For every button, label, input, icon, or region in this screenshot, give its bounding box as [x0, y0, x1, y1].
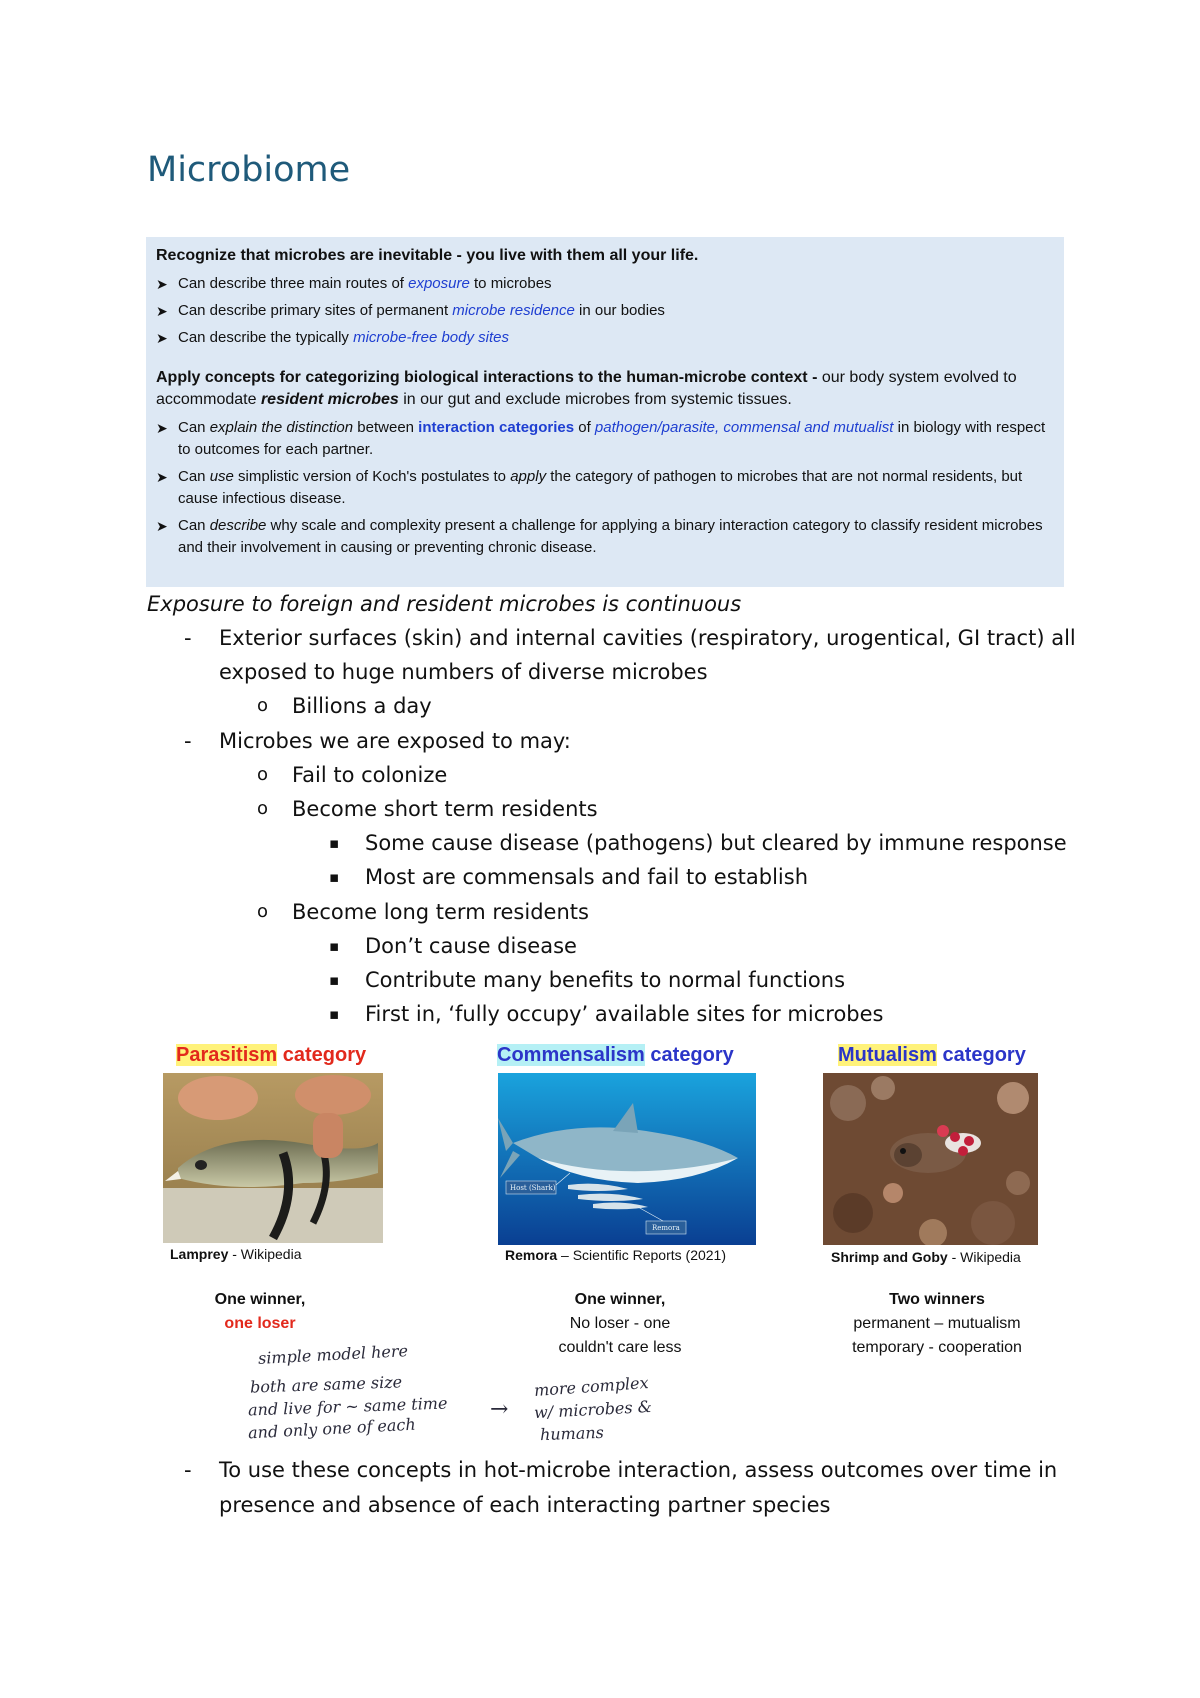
square-bullet: ▪ — [329, 834, 340, 852]
remora-caption: Remora – Scientific Reports (2021) — [505, 1247, 726, 1263]
page-title: Microbiome — [147, 150, 351, 190]
shark-remora-image — [498, 1073, 756, 1245]
handwritten-line: simple model here — [257, 1341, 409, 1368]
note-line: First in, ‘fully occupy’ available sites for microbes — [365, 1002, 884, 1026]
note-line: Become long term residents — [292, 900, 589, 924]
shrimp-goby-caption: Shrimp and Goby - Wikipedia — [831, 1249, 1021, 1265]
circle-bullet: o — [257, 764, 269, 785]
arrow-bullet-icon: ➤ — [156, 518, 168, 534]
note-line: exposed to huge numbers of diverse microbes — [219, 660, 708, 684]
arrow-bullet-icon: ➤ — [156, 420, 168, 436]
handwritten-line: humans — [539, 1422, 605, 1445]
handwritten-line: and live for ~ same time — [247, 1393, 448, 1420]
objective-item: ➤ Can use simplistic version of Koch's postulates to apply the category of pathogen to microbes that are not normal residents, but cause infectious disease. — [156, 468, 1023, 507]
remora-photo — [498, 1073, 756, 1245]
remora-label: Remora — [652, 1224, 680, 1232]
commensalism-outcome: One winner, No loser - one couldn't care less — [558, 1291, 682, 1356]
handwritten-line: w/ microbes & — [533, 1396, 653, 1423]
note-line: Don’t cause disease — [365, 934, 577, 958]
lamprey-photo — [163, 1073, 383, 1243]
objective-item: ➤ Can describe why scale and complexity present a challenge for applying a binary interaction category to classify resident microbes and their involvement in causing or preventing chronic disease. — [156, 517, 1043, 556]
note-line: Some cause disease (pathogens) but cleared by immune response — [365, 831, 1067, 855]
handwritten-line: more complex — [533, 1373, 650, 1400]
objective-item: ➤ Can describe three main routes of exposure to microbes — [156, 273, 1054, 295]
handwritten-line: both are same size — [249, 1372, 403, 1397]
square-bullet: ▪ — [329, 937, 340, 955]
shrimp-goby-image — [823, 1073, 1038, 1245]
circle-bullet: o — [257, 695, 269, 716]
note-line: Become short term residents — [292, 797, 598, 821]
arrow-bullet-icon: ➤ — [156, 330, 168, 346]
handwritten-line: and only one of each — [247, 1414, 417, 1443]
note-line: Fail to colonize — [292, 763, 448, 787]
dash-bullet: - — [184, 1458, 192, 1482]
parasitism-outcome: One winner, one loser — [214, 1291, 306, 1332]
mutualism-title: Mutualism category — [838, 1044, 1026, 1066]
note-line: Contribute many benefits to normal functions — [365, 968, 846, 992]
mutualism-outcome: Two winners permanent – mutualism temporary - cooperation — [852, 1291, 1022, 1356]
objective-heading-2: Apply concepts for categorizing biological interactions to the human-microbe context - our body system evolved to accommodate resident microbes in our gut and exclude microbes from systemic tissues. — [156, 369, 1017, 408]
objective-list-2 — [156, 417, 1054, 559]
note-line: Microbes we are exposed to may: — [219, 729, 571, 753]
square-bullet: ▪ — [329, 1005, 340, 1023]
arrow-bullet-icon: ➤ — [156, 303, 168, 319]
note-line: Exterior surfaces (skin) and internal cavities (respiratory, urogentical, GI tract) all — [219, 626, 1076, 650]
arrow-bullet-icon: ➤ — [156, 469, 168, 485]
objective-list-1 — [156, 273, 1054, 349]
parasitism-title: Parasitism category — [176, 1044, 367, 1066]
dash-bullet: - — [184, 626, 192, 650]
note-line: Billions a day — [292, 694, 432, 718]
section-heading: Exposure to foreign and resident microbes is continuous — [147, 592, 742, 616]
shrimp-goby-photo — [823, 1073, 1038, 1245]
lamprey-image — [163, 1073, 383, 1243]
learning-objectives-box — [146, 237, 1064, 587]
note-line: Most are commensals and fail to establish — [365, 865, 809, 889]
objective-item: ➤ Can describe the typically microbe-free body sites — [156, 327, 1054, 349]
objective-heading-1: Recognize that microbes are inevitable - you live with them all your life. — [156, 247, 699, 264]
note-line: presence and absence of each interacting partner species — [219, 1493, 831, 1517]
host-shark-label: Host (Shark) — [510, 1184, 556, 1192]
dash-bullet: - — [184, 729, 192, 753]
commensalism-title: Commensalism category — [497, 1044, 734, 1066]
objective-item: ➤ Can describe primary sites of permanent microbe residence in our bodies — [156, 300, 1054, 322]
note-line: To use these concepts in hot-microbe interaction, assess outcomes over time in — [219, 1458, 1058, 1482]
arrow-bullet-icon: ➤ — [156, 276, 168, 292]
objective-item: ➤ Can explain the distinction between interaction categories of pathogen/parasite, commensal and mutualist in biology with respect to outcomes for each partner. — [156, 419, 1046, 458]
handwritten-arrow-icon: → — [490, 1397, 509, 1422]
square-bullet: ▪ — [329, 971, 340, 989]
circle-bullet: o — [257, 901, 269, 922]
lamprey-caption: Lamprey - Wikipedia — [170, 1246, 302, 1262]
circle-bullet: o — [257, 798, 269, 819]
square-bullet: ▪ — [329, 868, 340, 886]
